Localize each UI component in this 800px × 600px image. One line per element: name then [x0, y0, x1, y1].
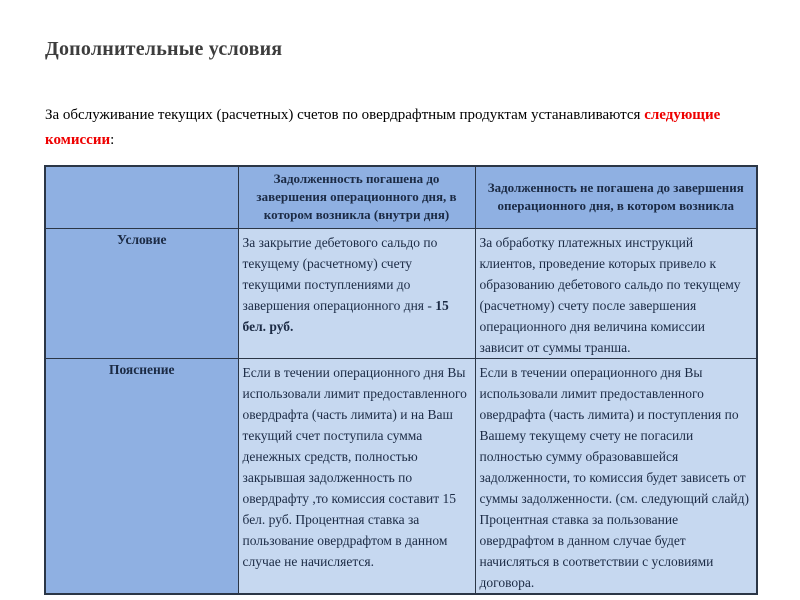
- row-label-condition: Условие: [45, 228, 238, 358]
- table-header-row: [45, 166, 757, 228]
- table-row-explanation: [45, 358, 757, 594]
- header-cell-debt-paid: Задолженность погашена до завершения операционного дня, в котором возникла (внутри дня): [238, 166, 475, 228]
- condition-unpaid-cell: За обработку платежных инструкций клиентов, проведение которых привело к образованию дебетового сальдо по текущему (расчетному) счету после завершения операционного дня величина комиссии зависит от суммы транша.: [475, 228, 757, 358]
- intro-colon: :: [110, 132, 115, 148]
- intro-paragraph: [45, 103, 759, 153]
- explanation-unpaid-cell: Если в течении операционного дня Вы использовали лимит предоставленного овердрафта (часть лимита) и поступления по Вашему текущему счету не погасили полностью сумму образовавшейся задолженности, то комиссия будет зависеть от суммы задолженности. (см. следующий слайд) Процентная ставка за пользование овердрафтом в данном случае будет начисляться в соответствии с условиями договора.: [475, 358, 757, 594]
- condition-paid-amount: 15 бел. руб.: [242, 297, 449, 334]
- header-corner-cell: [45, 166, 238, 228]
- explanation-paid-cell: Если в течении операционного дня Вы использовали лимит предоставленного овердрафта (часть лимита) и на Ваш текущий счет поступила сумма денежных средств, полностью закрывшая задолженность по овердрафту ,то комиссия составит 15 бел. руб. Процентная ставка за пользование овердрафтом в данном случае не начисляется.: [238, 358, 475, 594]
- row-label-explanation: Пояснение: [45, 358, 238, 594]
- condition-paid-text: За закрытие дебетового сальдо по текущему (расчетному) счету текущими поступлениями до завершения операционного дня -: [242, 234, 438, 313]
- intro-highlight: следующие комиссии: [45, 107, 721, 148]
- commissions-table: [44, 165, 758, 595]
- intro-text: За обслуживание текущих (расчетных) счетов по овердрафтным продуктам устанавливаются: [45, 107, 645, 123]
- condition-paid-cell: [238, 228, 475, 358]
- table-row-condition: [45, 228, 757, 358]
- header-cell-debt-unpaid: Задолженность не погашена до завершения операционного дня, в котором возникла: [475, 166, 757, 228]
- page-title: Дополнительные условия: [45, 38, 283, 60]
